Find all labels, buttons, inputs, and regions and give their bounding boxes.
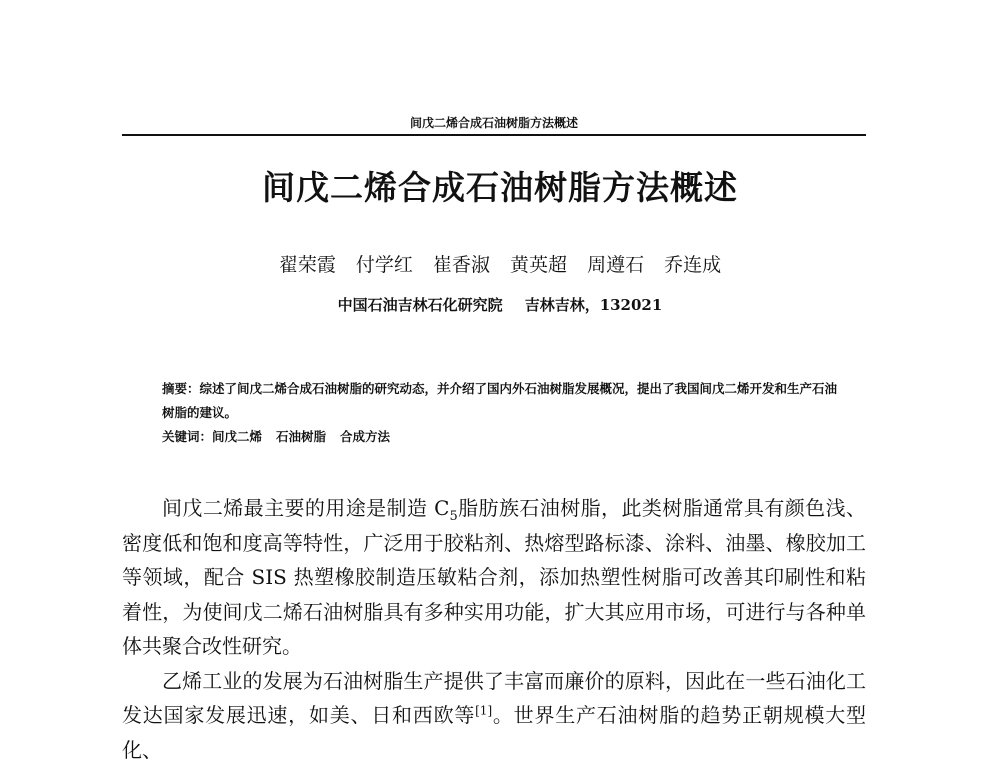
paper-title: 间戊二烯合成石油树脂方法概述: [0, 166, 1000, 210]
keyword: 合成方法: [340, 429, 390, 444]
affiliation: [0, 294, 1000, 316]
affiliation-institute: 中国石油吉林石化研究院: [338, 296, 503, 314]
author-name: 黄英超: [510, 254, 567, 276]
affiliation-place: 吉林吉林，132021: [525, 296, 663, 314]
paragraph-text: 乙烯工业的发展为石油树脂生产提供了丰富而廉价的原料，因此在一些石油化工发达国家发展迅速，如美、日和西欧等: [122, 669, 866, 728]
author-name: 周遵石: [587, 254, 644, 276]
abstract-block: [162, 377, 838, 449]
keyword: 石油树脂: [276, 429, 326, 444]
author-name: 崔香淑: [433, 254, 490, 276]
keywords: [162, 425, 838, 449]
author-name: 乔连成: [664, 254, 721, 276]
body-text: [122, 491, 866, 767]
subscript: 5: [449, 509, 457, 524]
paragraph-text: 。世界生产石油树脂的趋势正朝规模大型化、: [122, 703, 866, 762]
abstract-label: 摘要：: [162, 381, 200, 396]
author-list: [0, 252, 1000, 278]
header-rule: [122, 134, 866, 136]
paragraph: [122, 664, 866, 767]
paragraph-text: 脂肪族石油树脂，此类树脂通常具有颜色浅、密度低和饱和度高等特性，广泛用于胶粘剂、热熔型路标漆、涂料、油墨、橡胶加工等领域，配合 SIS 热塑橡胶制造压敏粘合剂，添加热塑性树脂可改善其印刷性和粘着性，为使间戊二烯石油树脂具有多种实用功能，扩大其应用市场，可进行与各种单体共聚合改性研究。: [122, 496, 866, 658]
keywords-label: 关键词：: [162, 429, 212, 444]
author-name: 付学红: [356, 254, 413, 276]
paragraph: [122, 491, 866, 664]
keyword: 间戊二烯: [212, 429, 262, 444]
running-header: 间戊二烯合成石油树脂方法概述: [122, 115, 866, 131]
abstract: [162, 377, 838, 425]
abstract-text: 综述了间戊二烯合成石油树脂的研究动态，并介绍了国内外石油树脂发展概况，提出了我国间戊二烯开发和生产石油树脂的建议。: [162, 381, 837, 420]
citation-ref: [1]: [475, 703, 492, 717]
paragraph-text: 间戊二烯最主要的用途是制造 C: [162, 496, 449, 520]
author-name: 翟荣霞: [279, 254, 336, 276]
